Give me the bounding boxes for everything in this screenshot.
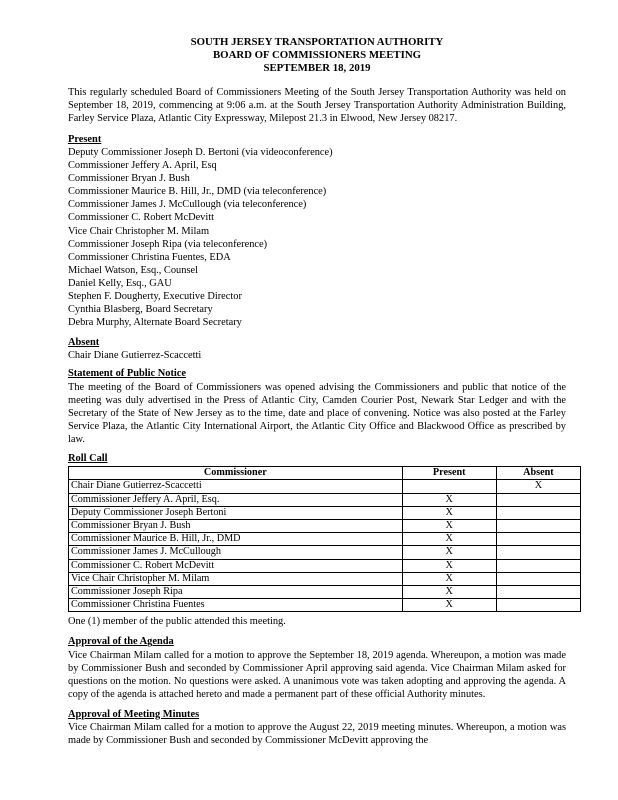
cell-commissioner: Commissioner Jeffery A. April, Esq. [69,493,403,506]
present-list-item: Deputy Commissioner Joseph D. Bertoni (via videoconference) [68,146,333,158]
present-list-item: Commissioner Maurice B. Hill, Jr., DMD (via teleconference) [68,186,327,198]
cell-commissioner: Deputy Commissioner Joseph Bertoni [69,506,403,519]
cell-present: X [402,599,496,612]
table-row [69,599,581,612]
present-list-item: Cynthia Blasberg, Board Secretary [68,304,213,316]
cell-present: X [402,572,496,585]
document-title [68,36,566,76]
cell-absent [496,546,580,559]
present-list-item: Daniel Kelly, Esq., GAU [68,277,172,289]
agenda-section [68,635,566,700]
roll-call-table [68,466,581,612]
absent-list [68,349,566,362]
present-list-item: Vice Chair Christopher M. Milam [68,225,210,237]
table-row [69,506,581,519]
present-list [68,146,566,329]
table-row [69,519,581,532]
table-header-row [69,467,581,480]
intro-paragraph: This regularly scheduled Board of Commissioners Meeting of the South Jersey Transportation Authority was held on September 18, 2019, commencing at 9:06 a.m. at the South Jersey Transportation Authority Administration Building, Farley Service Plaza, Atlantic City Expressway, Milepost 21.3 in Elwood, New Jersey 08217. [68,86,566,124]
table-row [69,493,581,506]
cell-commissioner: Commissioner C. Robert McDevitt [69,559,403,572]
absent-heading: Absent [68,337,100,349]
roll-call-section [68,452,566,628]
cell-commissioner: Commissioner Christina Fuentes [69,599,403,612]
table-row [69,533,581,546]
cell-commissioner: Commissioner Maurice B. Hill, Jr., DMD [69,533,403,546]
cell-present: X [402,506,496,519]
table-row [69,480,581,493]
present-list-item: Commissioner James J. McCullough (via teleconference) [68,199,307,211]
cell-absent [496,559,580,572]
minutes-section [68,708,566,747]
title-date: SEPTEMBER 18, 2019 [263,62,371,75]
agenda-heading: Approval of the Agenda [68,636,174,648]
cell-absent [496,572,580,585]
cell-commissioner: Commissioner Bryan J. Bush [69,519,403,532]
table-row [69,546,581,559]
minutes-heading: Approval of Meeting Minutes [68,708,200,720]
public-notice-section [68,367,566,446]
attendance-note: One (1) member of the public attended this meeting. [68,616,286,628]
cell-present: X [402,559,496,572]
cell-absent [496,585,580,598]
cell-commissioner: Commissioner Joseph Ripa [69,585,403,598]
present-list-item: Commissioner Jeffery A. April, Esq [68,160,217,172]
present-list-item: Stephen F. Dougherty, Executive Director [68,291,242,303]
cell-absent [496,493,580,506]
table-row [69,572,581,585]
present-list-item: Commissioner Christina Fuentes, EDA [68,251,231,263]
absent-section [68,336,566,362]
title-board: BOARD OF COMMISSIONERS MEETING [212,49,422,62]
cell-present: X [402,546,496,559]
table-row [69,585,581,598]
agenda-text: Vice Chairman Milam called for a motion to approve the September 18, 2019 agenda. Whereupon, a motion was made by Commissioner Bush and seconded by Commissioner April approving said agenda. Vice Chairman Milam asked for questions on the motion. No questions were asked. A unanimous vote was taken adopting and approving the agenda. A copy of the agenda is attached hereto and made a permanent part of these official Authority minutes. [68,649,566,700]
table-row [69,559,581,572]
column-header-commissioner: Commissioner [69,467,403,480]
present-list-item: Commissioner Bryan J. Bush [68,173,190,185]
title-org: SOUTH JERSEY TRANSPORTATION AUTHORITY [190,36,444,48]
present-list-item: Debra Murphy, Alternate Board Secretary [68,317,242,329]
cell-absent [496,506,580,519]
cell-present: X [402,519,496,532]
cell-absent: X [496,480,580,493]
present-list-item: Commissioner C. Robert McDevitt [68,212,215,224]
cell-absent [496,599,580,612]
absent-list-item: Chair Diane Gutierrez-Scaccetti [68,350,202,362]
present-list-item: Commissioner Joseph Ripa (via teleconference) [68,238,268,250]
cell-present: X [402,533,496,546]
cell-commissioner: Chair Diane Gutierrez-Scaccetti [69,480,403,493]
cell-absent [496,519,580,532]
present-section [68,133,566,329]
cell-absent [496,533,580,546]
cell-commissioner: Vice Chair Christopher M. Milam [69,572,403,585]
cell-present: X [402,493,496,506]
public-notice-heading: Statement of Public Notice [68,368,187,380]
present-list-item: Michael Watson, Esq., Counsel [68,264,198,276]
roll-call-heading: Roll Call [68,453,108,465]
present-heading: Present [68,133,102,145]
minutes-text: Vice Chairman Milam called for a motion to approve the August 22, 2019 meeting minutes. Whereupon, a motion was made by Commissioner Bush and seconded by Commissioner McDevitt approving the [68,722,566,747]
cell-commissioner: Commissioner James J. McCullough [69,546,403,559]
column-header-absent: Absent [496,467,580,480]
cell-present: X [402,585,496,598]
cell-present [402,480,496,493]
public-notice-text: The meeting of the Board of Commissioners was opened advising the Commissioners and public that notice of the meeting was duly advertised in the Press of Atlantic City, Camden Courier Post, Newark Star Ledger and with the Secretary of the State of New Jersey as to the time, date and place of convening. Notice was also posted at the Farley Service Plaza, the Atlantic City International Airport, the Atlantic City Office and Blackwood Office as prescribed by law. [68,381,566,445]
column-header-present: Present [402,467,496,480]
